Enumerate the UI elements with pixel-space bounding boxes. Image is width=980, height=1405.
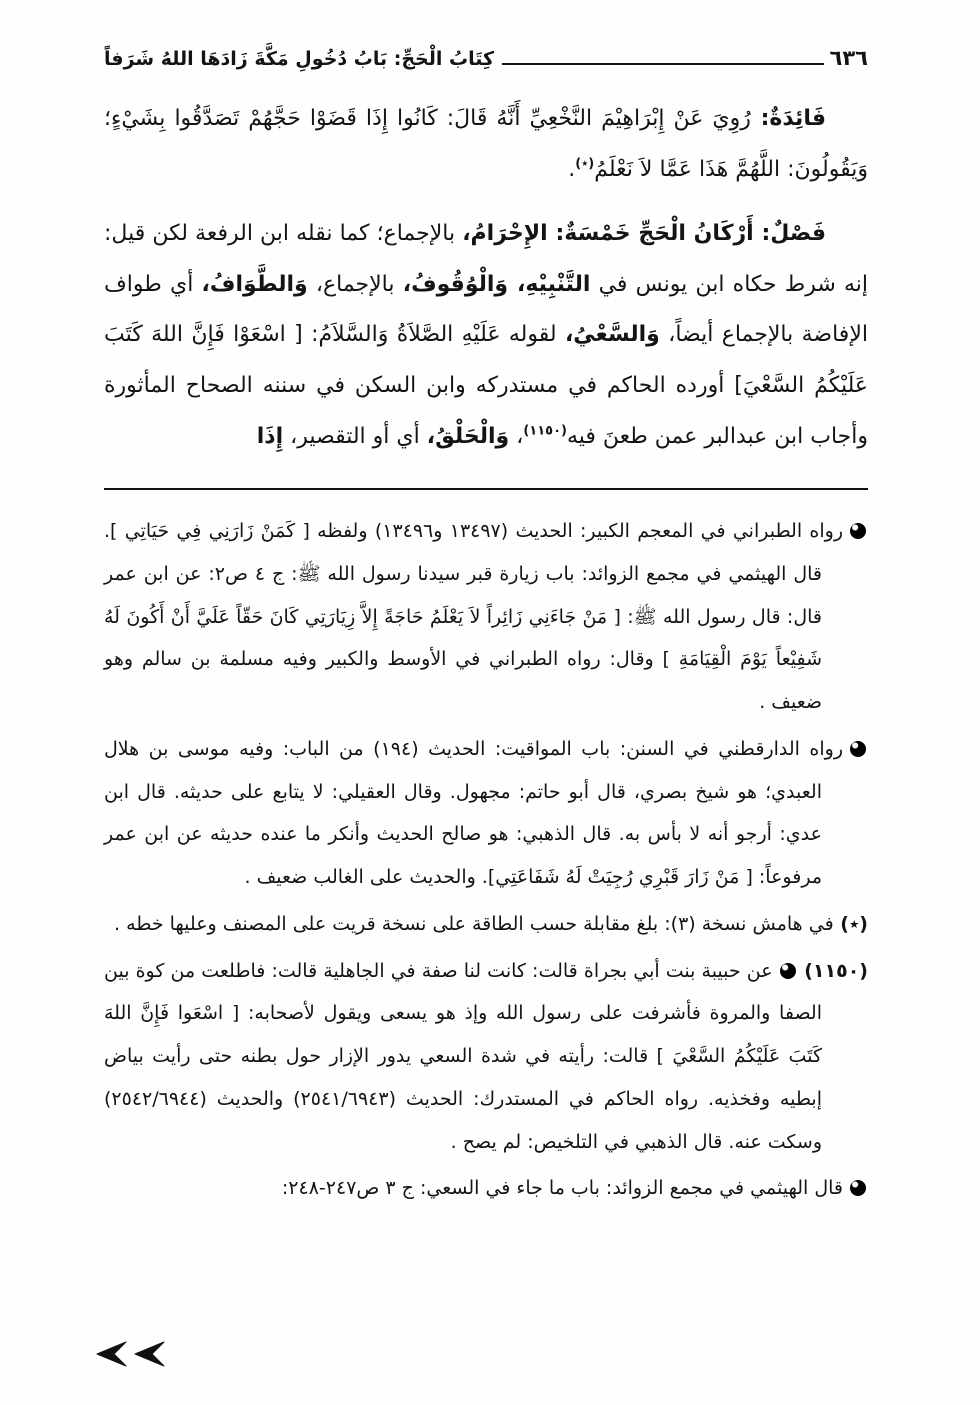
emphasis-text: التَّنْبِيْهِ، وَالْوُقُوفُ،: [402, 271, 591, 297]
body-text: ،: [509, 423, 524, 449]
left-arrow-icon[interactable]: [132, 1339, 166, 1369]
body-text: بالإجماع،: [307, 271, 403, 297]
left-arrow-icon[interactable]: [94, 1339, 128, 1369]
footnote-item: [104, 728, 868, 899]
footnote-reference: (٭): [575, 156, 595, 172]
emphasis-text: وَالسَّعْيُ،: [564, 322, 660, 348]
emphasis-text: وَالطَّوَافُ،: [201, 271, 308, 297]
emphasis-text: فَائِدَةٌ:: [750, 106, 826, 131]
footnote-item: [104, 510, 868, 724]
body-text: أي طواف الإفاضة بالإجماع أيضاً،: [104, 271, 868, 348]
body-text: أي أو التقصير،: [283, 423, 427, 449]
footnote-item: [104, 1167, 868, 1210]
footnote-text: قال الهيثمي في مجمع الزوائد: باب ما جاء في السعي: ج ٣ ص٢٤٧-٢٤٨:: [281, 1177, 843, 1200]
body-paragraph: [104, 209, 868, 462]
footnote-text: رواه الدارقطني في السنن: باب المواقيت: الحديث (١٩٤) من الباب: وفيه موسى بن هلال العبدي؛ هو شيخ بصري، قال أبو حاتم: مجهول. وقال العقيلي: لا يتابع على حديثه. قال ابن عدي: أرجو أنه لا بأس به. قال الذهبي: هو صالح الحديث وأنكر ما عنده حديثه عن ابن عمر مرفوعاً: [ مَنْ زَارَ قَبْرِي رُجِيَتْ لَهُ شَفَاعَتِي]. والحديث على الغالب ضعيف .: [104, 737, 843, 889]
header-rule: [502, 63, 824, 65]
chapter-title: كِتَابُ الْحَجِّ: بَابُ دُخُولِ مَكَّةَ زَادَهَا اللهُ شَرَفاً: [104, 48, 495, 70]
body-text: رُوِيَ عَنْ إِبْرَاهِيْمَ النَّخْعِيِّ أَنَّهُ قَالَ: كَانُوا إِذَا قَضَوْا حَجَّهُمْ تَصَدَّقُوا بِشَيْءٍ؛ وَيَقُولُونَ: اللَّهُمَّ هَذَا عَمَّا لاَ نَعْلَمُ: [104, 106, 868, 182]
footnote-label: (٭): [833, 912, 868, 935]
footnote-item: [104, 950, 868, 1164]
main-text: [104, 94, 868, 462]
body-paragraph: [104, 94, 868, 195]
page-header: [104, 46, 868, 70]
footnote-text: في هامش نسخة (٣): بلغ مقابلة حسب الطاقة على نسخة قريت على المصنف وعليها خطه .: [113, 912, 834, 935]
body-text: .: [568, 156, 576, 182]
emphasis-text: إِذَا: [256, 423, 284, 449]
footnote-bullet-icon: [850, 1180, 866, 1196]
footnotes-section: [104, 510, 868, 1210]
footnote-bullet-icon: [850, 741, 866, 757]
body-text: بالإجماع؛ كما نقله ابن الرفعة لكن قيل: إنه شرط حكاه ابن يونس في: [104, 221, 868, 297]
footnote-reference: (١١٥٠): [523, 423, 567, 439]
body-text: لقوله عَلَيْهِ الصَّلاَةُ وَالسَّلاَمُ: [ اسْعَوْا فَإِنَّ اللهَ كَتَبَ عَلَيْكُمُ السَّعْيَ] أورده الحاكم في مستدركه وابن السكن في سننه الصحاح المأثورة وأجاب ابن عبدالبر عمن طعنَ فيه: [104, 322, 868, 449]
emphasis-text: وَالْحَلْقُ،: [426, 423, 510, 449]
page-number: ٦٣٦: [829, 46, 868, 70]
footnote-item: [104, 903, 868, 946]
emphasis-text: فَصْلٌ: أَرْكَانُ الْحَجِّ خَمْسَةٌ: الإِحْرَامُ،: [462, 221, 826, 247]
footnote-text: عن حبيبة بنت أبي بجراة قالت: كانت لنا صفة في الجاهلية قالت: فاطلعت من كوة بين الصفا والمروة فأشرفت على رسول الله وإذ هو يسعى ويقول لأصحابه: [ اسْعَوا فَإِنَّ اللهَ كَتَبَ عَلَيْكُمُ السَّعْيَ ] قالت: رأيته في شدة السعي يدور الإزار حول بطنه حتى رأيت بياض إبطيه وفخذيه. رواه الحاكم في المستدرك: الحديث (٢٥٤١/٦٩٤٣) والحديث (٢٥٤٢/٦٩٤٤) وسكت عنه. قال الذهبي في التلخيص: لم يصح .: [104, 959, 822, 1153]
page-nav-arrows[interactable]: [94, 1339, 166, 1369]
footnote-bullet-icon: [780, 963, 796, 979]
footnote-bullet-icon: [850, 523, 866, 539]
footnote-text: رواه الطبراني في المعجم الكبير: الحديث (١٣٤٩٧ و١٣٤٩٦) ولفظه [ كَمَنْ زَارَنِي فِي حَيَاتِي ]. قال الهيثمي في مجمع الزوائد: باب زيارة قبر سيدنا رسول الله ﷺ: ج ٤ ص٢: عن ابن عمر قال: قال رسول الله ﷺ: [ مَنْ جَاءَنِي زَائِراً لاَ يَعْلَمُ حَاجَةً إِلاَّ زِيَارَتِي كَانَ حَقّاً عَلَيَّ أَنْ أَكُونَ لَهُ شَفِيْعاً يَوْمَ الْقِيَامَةِ ] وقال: رواه الطبراني في الأوسط والكبير وفيه مسلمة بن سالم وهو ضعيف .: [104, 520, 843, 714]
footnote-separator-rule: [104, 488, 868, 490]
footnote-label: (١١٥٠): [797, 959, 868, 982]
